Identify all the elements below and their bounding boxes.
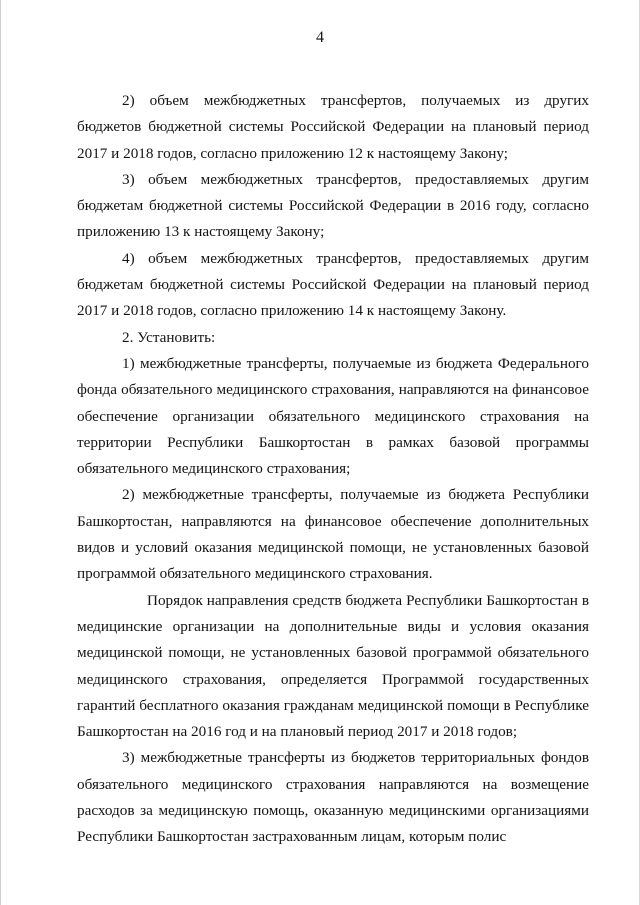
- paragraph-procedure: Порядок направления средств бюджета Республики Башкортостан в медицинские организации на дополнительные виды и условия оказания медицинской помощи, не установленных базовой программой обязательного медицинского страхования, определяется Программой государственных гарантий бесплатного оказания гражданам медицинской помощи в Республике Башкортостан на 2016 год и на плановый период 2017 и 2018 годов;: [77, 591, 589, 741]
- page-number: 4: [316, 29, 324, 46]
- paragraph-item-2: 2) объем межбюджетных трансфертов, получаемых из других бюджетов бюджетной системы Российской Федерации на плановый период 2017 и 2018 годов, согласно приложению 12 к настоящему Закону;: [77, 92, 589, 162]
- paragraph-subitem-3: 3) межбюджетные трансферты из бюджетов территориальных фондов обязательного медицинского страхования направляются на возмещение расходов за медицинскую помощь, оказанную медицинскими организациями Республики Башкортостан застрахованным лицам, которым полис: [77, 749, 589, 846]
- document-body: [77, 88, 589, 851]
- paragraph-item-3: 3) объем межбюджетных трансфертов, предоставляемых другим бюджетам бюджетной системы Российской Федерации в 2016 году, согласно приложению 13 к настоящему Закону;: [77, 170, 589, 241]
- paragraph-item-4: 4) объем межбюджетных трансфертов, предоставляемых другим бюджетам бюджетной системы Российской Федерации на плановый период 2017 и 2018 годов, согласно приложению 14 к настоящему Закону.: [77, 249, 589, 320]
- paragraph-subitem-1: 1) межбюджетные трансферты, получаемые из бюджета Федерального фонда обязательного медицинского страхования, направляются на финансовое обеспечение организации обязательного медицинского страхования на территории Республики Башкортостан в рамках базовой программы обязательного медицинского страхования;: [77, 354, 589, 478]
- section-heading-establish: 2. Установить:: [122, 328, 216, 346]
- paragraph-subitem-2: 2) межбюджетные трансферты, получаемые из бюджета Республики Башкортостан, направляются на финансовое обеспечение дополнительных видов и условий оказания медицинской помощи, не установленных базовой программой обязательного медицинского страхования.: [77, 486, 589, 583]
